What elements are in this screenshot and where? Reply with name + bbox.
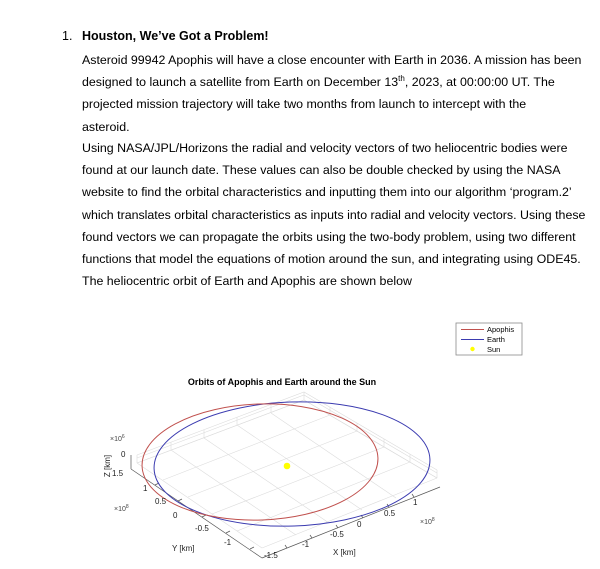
text-line: Using NASA/JPL/Horizons the radial and velocity vectors of two heliocentric bodies were xyxy=(82,141,568,155)
text-line: found vectors we can propagate the orbits using the two-body problem, using two different xyxy=(82,229,576,244)
x-tick-0: 0 xyxy=(357,520,362,529)
chart-title: Orbits of Apophis and Earth around the Sun xyxy=(187,377,377,387)
y-tick-neg-0-5: -0.5 xyxy=(195,524,209,533)
text-line: asteroid. xyxy=(82,119,130,134)
paragraph-method xyxy=(82,137,586,292)
text-line: found at our launch date. These values can also be double checked by using the NASA xyxy=(82,163,561,178)
y-tick-neg-1: -1 xyxy=(224,538,232,547)
z-tick-1-5: 1.5 xyxy=(112,469,124,478)
y-multiplier xyxy=(114,504,129,513)
legend-apophis-label: Apophis xyxy=(487,325,515,334)
legend-sun-label: Sun xyxy=(487,345,501,354)
apophis-orbit-line xyxy=(140,400,380,524)
sun-marker-icon xyxy=(284,463,291,470)
legend-sun-marker-icon xyxy=(470,347,474,351)
text-line: projected mission trajectory will take two months from launch to intercept with the xyxy=(82,97,527,112)
x-tick-neg-1-5: -1.5 xyxy=(264,551,278,560)
x-mult-base: ×10 xyxy=(420,519,432,526)
z-mult-base: ×10 xyxy=(110,436,122,443)
x-tick-neg-1: -1 xyxy=(302,540,310,549)
chart-grid xyxy=(137,392,437,548)
chart-legend xyxy=(456,323,522,355)
y-tick-0: 0 xyxy=(173,511,178,520)
text-segment: designed to launch a satellite from Earth on December 13 xyxy=(82,75,399,90)
text-line: The heliocentric orbit of Earth and Apophis are shown below xyxy=(82,274,412,289)
paragraph-intro xyxy=(82,49,582,138)
x-tick-neg-0-5: -0.5 xyxy=(330,530,344,539)
x-mult-exp: 8 xyxy=(431,517,435,523)
text-line: functions that model the equations of motion around the sun, and integrating using ODE45. xyxy=(82,252,581,267)
z-mult-exp: 6 xyxy=(121,434,125,440)
superscript: th xyxy=(398,74,405,84)
chart-axes xyxy=(131,455,440,558)
z-tick-0: 0 xyxy=(121,450,126,459)
text-line: website to find the orbital characteristics and inputting them into our algorithm ‘program.2’ xyxy=(82,185,572,200)
section-heading: Houston, We’ve Got a Problem! xyxy=(82,29,269,43)
y-mult-base: ×10 xyxy=(114,506,126,513)
list-number: 1. xyxy=(62,29,73,43)
z-multiplier xyxy=(110,434,125,443)
z-axis-label: Z [km] xyxy=(103,454,112,478)
text-line xyxy=(82,71,555,93)
text-line: Asteroid 99942 Apophis will have a close encounter with Earth in 2036. A mission has been xyxy=(82,53,582,67)
legend-earth-label: Earth xyxy=(487,335,505,344)
x-tick-0-5: 0.5 xyxy=(384,509,396,518)
y-axis-label: Y [km] xyxy=(172,544,195,553)
x-multiplier xyxy=(420,517,435,526)
x-tick-1: 1 xyxy=(413,498,418,507)
orbit-figure xyxy=(0,300,600,569)
text-segment: , 2023, at 00:00:00 UT. The xyxy=(404,75,555,90)
x-axis-label: X [km] xyxy=(333,548,356,557)
y-tick-0-5: 0.5 xyxy=(155,497,167,506)
orbit-chart xyxy=(0,300,600,569)
y-tick-1: 1 xyxy=(143,484,148,493)
text-line: which translates orbital characteristics as inputs into radial and velocity vectors. Using these xyxy=(82,207,586,222)
y-mult-exp: 8 xyxy=(125,504,129,510)
